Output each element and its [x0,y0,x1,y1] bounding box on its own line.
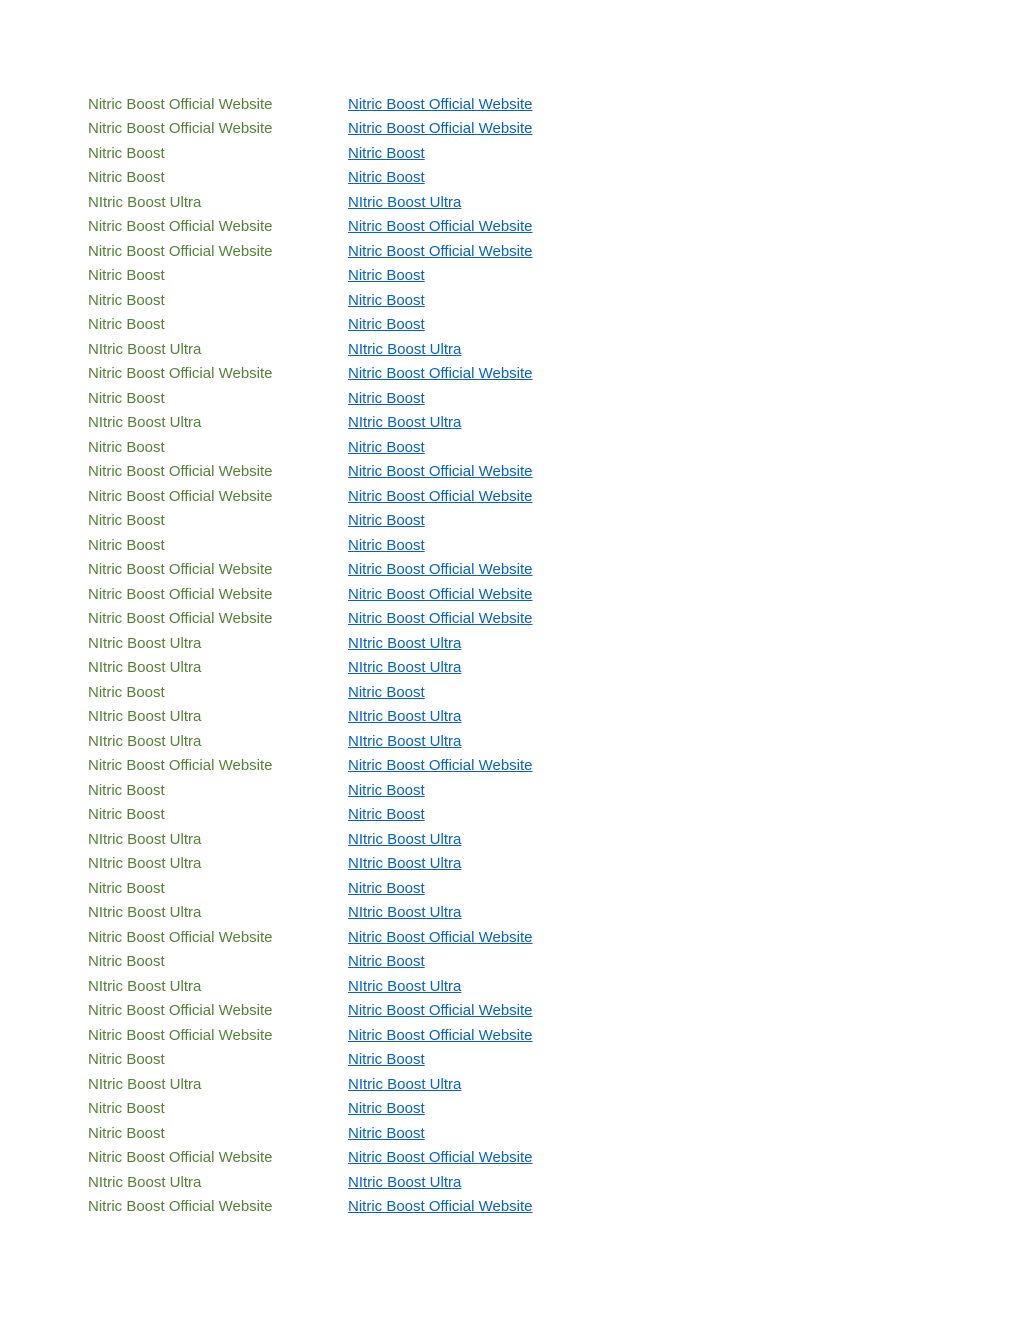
list-row [88,1170,688,1195]
row-text: Nitric Boost [88,438,165,456]
row-link[interactable]: NItric Boost Ultra [348,830,462,848]
row-link[interactable]: Nitric Boost [348,512,425,530]
list-row [88,803,688,828]
list-row [88,1072,688,1097]
list-row [88,925,688,950]
row-text: Nitric Boost Official Website [88,365,273,383]
row-text: NItric Boost Ultra [88,1173,202,1191]
row-link[interactable]: Nitric Boost [348,879,425,897]
row-text: NItric Boost Ultra [88,340,202,358]
row-link[interactable]: Nitric Boost Official Website [348,365,533,383]
list-row [88,435,688,460]
list-row [88,705,688,730]
list-row [88,558,688,583]
row-link[interactable]: Nitric Boost [348,291,425,309]
row-text: NItric Boost Ultra [88,634,202,652]
row-link[interactable]: Nitric Boost Official Website [348,928,533,946]
row-text: NItric Boost Ultra [88,830,202,848]
row-link[interactable]: Nitric Boost Official Website [348,610,533,628]
row-link[interactable]: NItric Boost Ultra [348,855,462,873]
list-row [88,288,688,313]
row-text: NItric Boost Ultra [88,1075,202,1093]
row-link[interactable]: Nitric Boost [348,144,425,162]
list-row [88,1146,688,1171]
list-row [88,974,688,999]
row-text: Nitric Boost Official Website [88,120,273,138]
list-row [88,656,688,681]
row-link[interactable]: Nitric Boost [348,1100,425,1118]
row-text: Nitric Boost [88,781,165,799]
row-text: Nitric Boost [88,169,165,187]
list-row [88,117,688,142]
row-text: NItric Boost Ultra [88,855,202,873]
row-text: Nitric Boost [88,512,165,530]
row-link[interactable]: Nitric Boost [348,806,425,824]
row-text: Nitric Boost Official Website [88,561,273,579]
list-row [88,778,688,803]
row-text: Nitric Boost [88,953,165,971]
row-text: NItric Boost Ultra [88,414,202,432]
list-row [88,827,688,852]
row-text: NItric Boost Ultra [88,708,202,726]
row-link[interactable]: NItric Boost Ultra [348,414,462,432]
list-row [88,484,688,509]
row-link[interactable]: Nitric Boost Official Website [348,1149,533,1167]
row-text: Nitric Boost [88,389,165,407]
row-link[interactable]: Nitric Boost [348,536,425,554]
row-link[interactable]: Nitric Boost [348,1051,425,1069]
list-row [88,876,688,901]
row-text: Nitric Boost Official Website [88,242,273,260]
list-row [88,1023,688,1048]
row-link[interactable]: Nitric Boost [348,683,425,701]
row-link[interactable]: Nitric Boost Official Website [348,757,533,775]
list-row [88,680,688,705]
row-text: Nitric Boost Official Website [88,1198,273,1216]
row-text: Nitric Boost [88,1100,165,1118]
row-text: Nitric Boost [88,536,165,554]
row-link[interactable]: Nitric Boost [348,953,425,971]
row-link[interactable]: NItric Boost Ultra [348,904,462,922]
row-text: Nitric Boost [88,267,165,285]
list-row [88,1195,688,1220]
row-text: Nitric Boost Official Website [88,1149,273,1167]
list-row [88,901,688,926]
list-row [88,386,688,411]
row-text: Nitric Boost Official Website [88,95,273,113]
row-link[interactable]: Nitric Boost Official Website [348,218,533,236]
list-row [88,239,688,264]
row-link[interactable]: Nitric Boost [348,267,425,285]
row-text: Nitric Boost Official Website [88,928,273,946]
row-text: Nitric Boost Official Website [88,1002,273,1020]
row-link[interactable]: Nitric Boost Official Website [348,463,533,481]
row-text: Nitric Boost [88,1124,165,1142]
row-link[interactable]: NItric Boost Ultra [348,634,462,652]
list-row [88,607,688,632]
row-link[interactable]: Nitric Boost Official Website [348,1198,533,1216]
row-text: NItric Boost Ultra [88,659,202,677]
row-link[interactable]: Nitric Boost Official Website [348,487,533,505]
row-link[interactable]: Nitric Boost [348,1124,425,1142]
row-text: Nitric Boost Official Website [88,487,273,505]
list-row [88,337,688,362]
list-row [88,754,688,779]
list-row [88,411,688,436]
row-text: Nitric Boost [88,806,165,824]
row-text: NItric Boost Ultra [88,904,202,922]
list-row [88,362,688,387]
list-row [88,729,688,754]
row-link[interactable]: NItric Boost Ultra [348,659,462,677]
row-text: Nitric Boost [88,879,165,897]
list-row [88,215,688,240]
row-text: Nitric Boost [88,291,165,309]
row-link[interactable]: NItric Boost Ultra [348,977,462,995]
row-text: Nitric Boost [88,1051,165,1069]
list-row [88,460,688,485]
row-text: Nitric Boost Official Website [88,757,273,775]
row-text: Nitric Boost Official Website [88,218,273,236]
row-link[interactable]: NItric Boost Ultra [348,1173,462,1191]
row-text: Nitric Boost [88,683,165,701]
row-text: NItric Boost Ultra [88,977,202,995]
row-text: Nitric Boost Official Website [88,463,273,481]
list-row [88,1121,688,1146]
document-body [88,92,688,1219]
row-link[interactable]: Nitric Boost [348,169,425,187]
list-row [88,264,688,289]
row-text: NItric Boost Ultra [88,193,202,211]
row-text: Nitric Boost [88,316,165,334]
row-text: Nitric Boost Official Website [88,585,273,603]
row-link[interactable]: NItric Boost Ultra [348,1075,462,1093]
row-link[interactable]: Nitric Boost Official Website [348,95,533,113]
row-link[interactable]: NItric Boost Ultra [348,193,462,211]
row-text: NItric Boost Ultra [88,732,202,750]
row-link[interactable]: Nitric Boost Official Website [348,242,533,260]
list-row [88,313,688,338]
list-row [88,141,688,166]
row-text: Nitric Boost [88,144,165,162]
list-row [88,852,688,877]
row-link[interactable]: NItric Boost Ultra [348,708,462,726]
row-link[interactable]: Nitric Boost Official Website [348,585,533,603]
list-row [88,631,688,656]
list-row [88,166,688,191]
list-row [88,533,688,558]
list-row [88,999,688,1024]
row-link[interactable]: Nitric Boost [348,438,425,456]
row-link[interactable]: NItric Boost Ultra [348,340,462,358]
list-row [88,190,688,215]
row-link[interactable]: Nitric Boost [348,389,425,407]
row-link[interactable]: Nitric Boost Official Website [348,1002,533,1020]
row-link[interactable]: Nitric Boost [348,316,425,334]
row-link[interactable]: Nitric Boost [348,781,425,799]
row-text: Nitric Boost Official Website [88,1026,273,1044]
list-row [88,1097,688,1122]
list-row [88,92,688,117]
list-row [88,1048,688,1073]
list-row [88,582,688,607]
list-row [88,509,688,534]
row-link[interactable]: NItric Boost Ultra [348,732,462,750]
row-text: Nitric Boost Official Website [88,610,273,628]
row-link[interactable]: Nitric Boost Official Website [348,120,533,138]
row-link[interactable]: Nitric Boost Official Website [348,1026,533,1044]
list-row [88,950,688,975]
row-link[interactable]: Nitric Boost Official Website [348,561,533,579]
